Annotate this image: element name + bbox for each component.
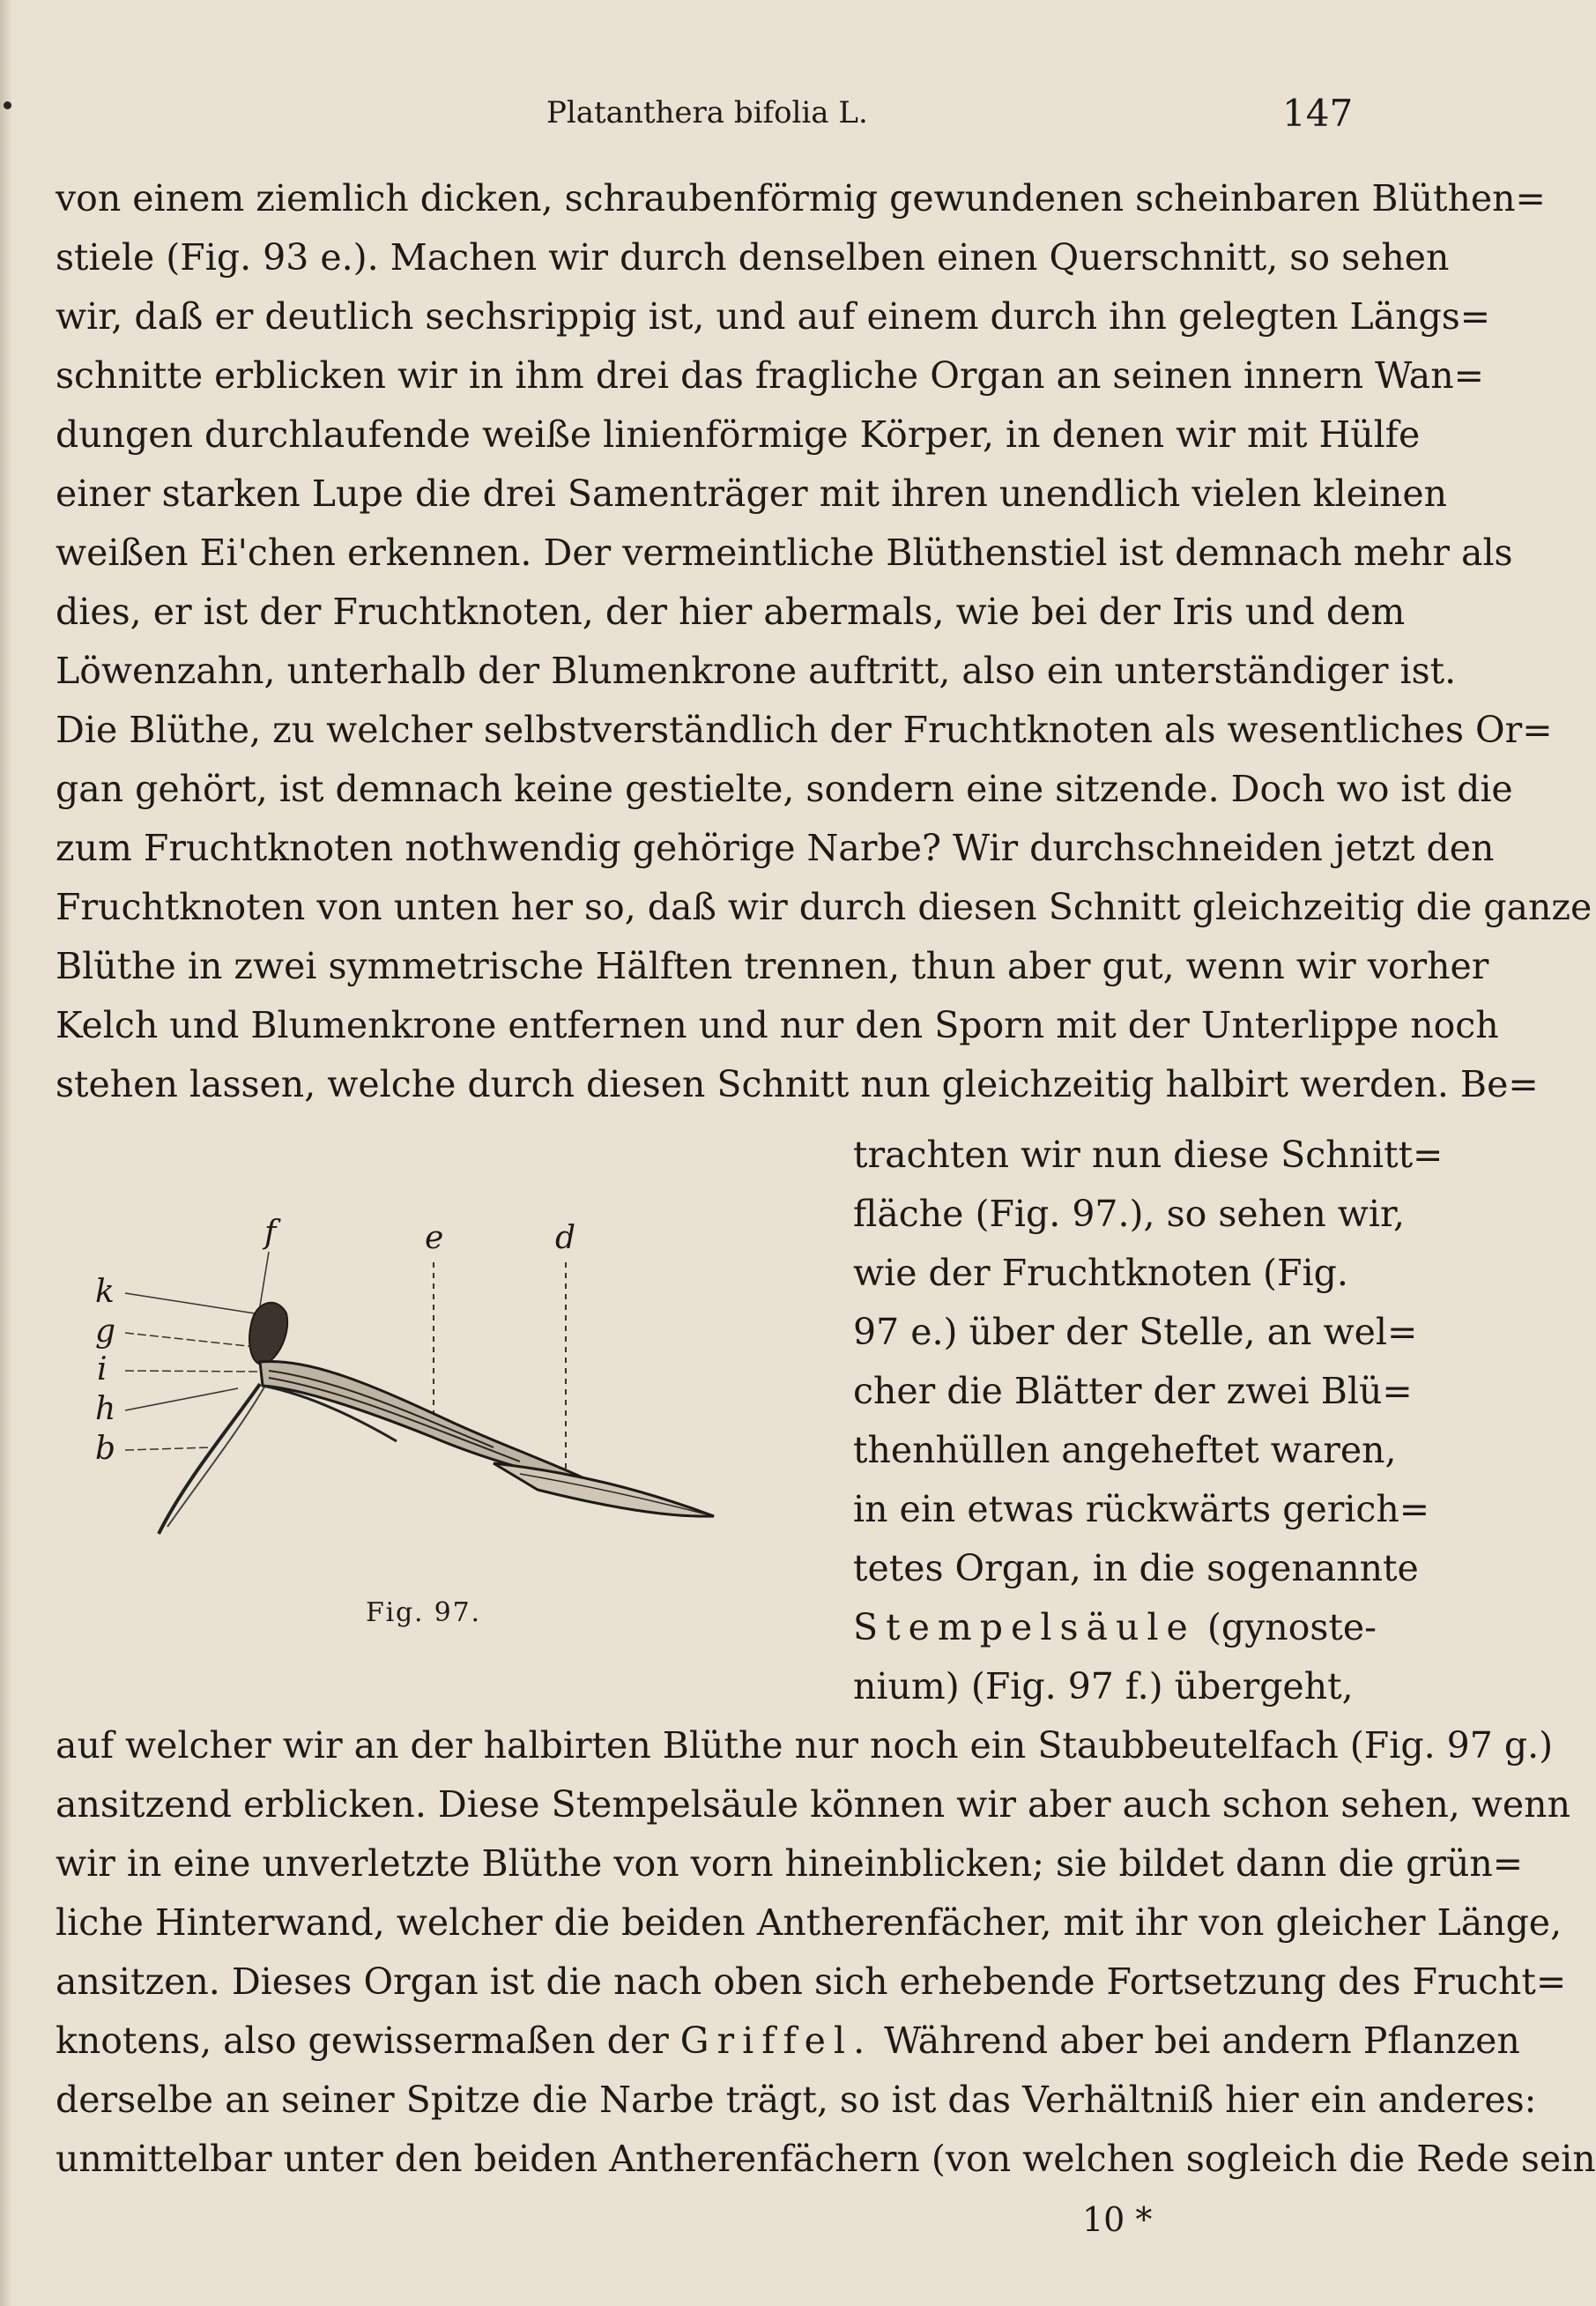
figure-label-b: b xyxy=(95,1431,116,1467)
text-line: von einem ziemlich dicken, schraubenförmig gewundenen scheinbaren Blüthen= xyxy=(56,177,1546,219)
text-line: Löwenzahn, unterhalb der Blumenkrone auftritt, also ein unterständiger ist. xyxy=(56,650,1457,692)
text-line: ansitzend erblicken. Diese Stempelsäule können wir aber auch schon sehen, wenn xyxy=(56,1783,1570,1826)
signature-mark: 10 * xyxy=(1082,2200,1153,2239)
emphasis-term: Stempelsäule xyxy=(853,1606,1196,1648)
text-line: Blüthe in zwei symmetrische Hälften trennen, thun aber gut, wenn wir vorher xyxy=(56,945,1489,987)
side-text-line: thenhüllen angeheftet waren, xyxy=(853,1429,1397,1471)
figure-label-k: k xyxy=(95,1274,115,1310)
text-line xyxy=(56,2020,1520,2062)
text-line: Fruchtknoten von unten her so, daß wir durch diesen Schnitt gleichzeitig die ganze xyxy=(56,886,1592,928)
text-fragment: Während aber bei andern Pflanzen xyxy=(884,2020,1520,2062)
emphasis-term: Griffel. xyxy=(679,2020,873,2062)
figure-label-f: f xyxy=(264,1215,277,1251)
page-edge-shadow xyxy=(0,0,12,2306)
spur-curve xyxy=(159,1384,260,1534)
ink-dot xyxy=(4,101,11,109)
side-text-line xyxy=(853,1606,1377,1648)
leader-i xyxy=(125,1371,260,1372)
figure-label-d: d xyxy=(555,1220,576,1256)
figure-label-h: h xyxy=(95,1391,116,1427)
text-line: schnitte erblicken wir in ihm drei das fragliche Organ an seinen innern Wan= xyxy=(56,354,1484,397)
side-text-line: in ein etwas rückwärts gerich= xyxy=(853,1488,1430,1530)
figure-caption: Fig. 97. xyxy=(366,1597,481,1628)
figure-label-i: i xyxy=(97,1351,108,1387)
leader-h xyxy=(125,1388,238,1410)
text-line: derselbe an seiner Spitze die Narbe trägt, so ist das Verhältniß hier ein anderes: xyxy=(56,2079,1537,2121)
side-text-line: fläche (Fig. 97.), so sehen wir, xyxy=(853,1193,1406,1235)
text-line: wir, daß er deutlich sechsrippig ist, und auf einem durch ihn gelegten Längs= xyxy=(56,295,1491,338)
text-line: auf welcher wir an der halbirten Blüthe nur noch ein Staubbeutelfach (Fig. 97 g.) xyxy=(56,1724,1554,1767)
leader-k xyxy=(125,1293,266,1315)
figure-label-e: e xyxy=(425,1220,444,1256)
text-fragment: (gynoste- xyxy=(1206,1606,1377,1648)
text-line: Die Blüthe, zu welcher selbstverständlich der Fruchtknoten als wesentliches Or= xyxy=(56,709,1553,751)
text-line: dies, er ist der Fruchtknoten, der hier abermals, wie bei der Iris und dem xyxy=(56,591,1406,633)
side-text-line: wie der Fruchtknoten (Fig. xyxy=(853,1252,1348,1294)
leader-g xyxy=(125,1333,256,1347)
text-line: stehen lassen, welche durch diesen Schnitt nun gleichzeitig halbirt werden. Be= xyxy=(56,1063,1539,1105)
figure-97 xyxy=(79,1199,776,1569)
running-head: Platanthera bifolia L. xyxy=(546,95,868,130)
page-number: 147 xyxy=(1282,92,1354,135)
side-text-line: trachten wir nun diese Schnitt= xyxy=(853,1134,1444,1176)
text-line: ansitzen. Dieses Organ ist die nach oben sich erhebende Fortsetzung des Frucht= xyxy=(56,1960,1567,2003)
text-line: stiele (Fig. 93 e.). Machen wir durch denselben einen Querschnitt, so sehen xyxy=(56,236,1450,279)
side-text-line: tetes Organ, in die sogenannte xyxy=(853,1547,1419,1589)
leader-b xyxy=(125,1447,212,1450)
text-fragment: knotens, also gewissermaßen der xyxy=(56,2020,669,2062)
text-line: weißen Ei'chen erkennen. Der vermeintliche Blüthenstiel ist demnach mehr als xyxy=(56,532,1513,574)
figure-label-g: g xyxy=(95,1313,116,1350)
anther-head xyxy=(249,1303,287,1365)
side-text-line: 97 e.) über der Stelle, an wel= xyxy=(853,1311,1418,1353)
text-line: dungen durchlaufende weiße linienförmige Körper, in denen wir mit Hülfe xyxy=(56,413,1421,456)
spur-curve-inner xyxy=(167,1384,266,1527)
text-line: Kelch und Blumenkrone entfernen und nur den Sporn mit der Unterlippe noch xyxy=(56,1004,1499,1046)
text-line: zum Fruchtknoten nothwendig gehörige Narbe? Wir durchschneiden jetzt den xyxy=(56,827,1495,869)
side-text-line: nium) (Fig. 97 f.) übergeht, xyxy=(853,1665,1354,1707)
text-line: einer starken Lupe die drei Samenträger mit ihren unendlich vielen kleinen xyxy=(56,472,1448,515)
text-line: liche Hinterwand, welcher die beiden Antherenfächer, mit ihr von gleicher Länge, xyxy=(56,1901,1563,1944)
text-line: gan gehört, ist demnach keine gestielte, sondern eine sitzende. Doch wo ist die xyxy=(56,768,1513,810)
text-line: unmittelbar unter den beiden Antherenfächern (von welchen sogleich die Rede sein xyxy=(56,2138,1596,2180)
side-text-line: cher die Blätter der zwei Blü= xyxy=(853,1370,1413,1412)
text-line: wir in eine unverletzte Blüthe von vorn hineinblicken; sie bildet dann die grün= xyxy=(56,1842,1524,1885)
